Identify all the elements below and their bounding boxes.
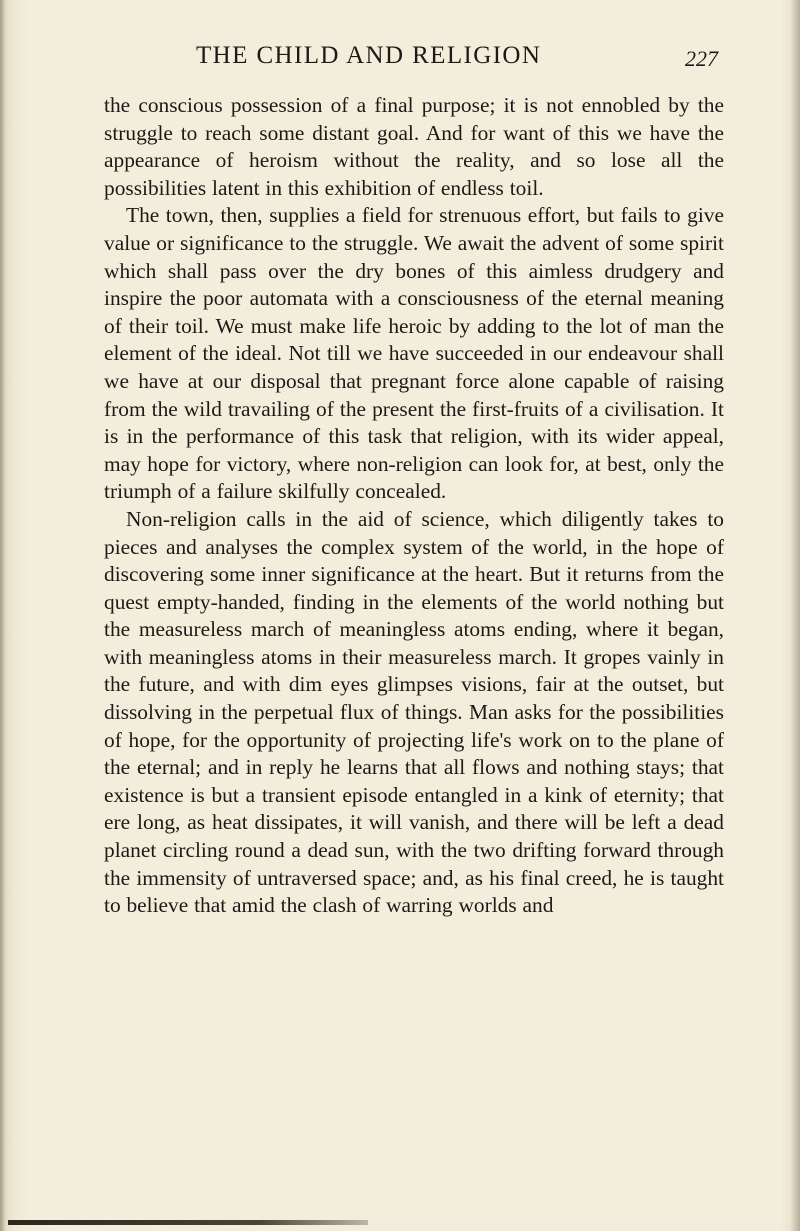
bottom-edge-rule xyxy=(8,1220,368,1225)
gutter-shadow xyxy=(0,0,6,1231)
paragraph-town: The town, then, supplies a field for strenuous effort, but fails to give value or significance to the struggle. We await the advent of some spirit which shall pass over the dry bones of this aimless drudgery and inspire the poor automata with a consciousness of the eternal meaning of their toil. We must make life heroic by adding to the lot of man the element of the ideal. Not till we have succeeded in our endeavour shall we have at our disposal that pregnant force alone capable of raising from the wild travailing of the present the first-fruits of a civilisation. It is in the performance of this task that religion, with its wider appeal, may hope for victory, where non-religion can look for, at best, only the triumph of a failure skilfully concealed. xyxy=(104,203,724,504)
paragraph-non-religion: Non-religion calls in the aid of science, which diligently takes to pieces and analyses the complex system of the world, in the hope of discovering some inner significance at the heart. But it returns from the quest empty-handed, finding in the elements of the world nothing but the measureless march of meaningless atoms ending, where it began, with meaningless atoms in their measureless march. It gropes vainly in the future, and with dim eyes glimpses visions, fair at the outset, but dissolving in the perpetual flux of things. Man asks for the possibilities of hope, for the opportunity of projecting life's work on to the plane of the eternal; and in reply he learns that all flows and nothing stays; that existence is but a transient episode entangled in a kink of eternity; that ere long, as heat dissipates, it will vanish, and there will be left a dead planet circling round a dead sun, with the two drifting forward through the immensity of untraversed space; and, as his final creed, he is taught to believe that amid the clash of warring worlds and xyxy=(104,506,724,918)
body-text xyxy=(104,92,724,920)
paragraph-continued: the conscious possession of a final purpose; it is not ennobled by the struggle to reach some distant goal. And for want of this we have the appearance of heroism without the reality, and so lose all the possibilities latent in this exhibition of endless toil. xyxy=(104,93,724,200)
page-header xyxy=(104,40,724,80)
running-head: THE CHILD AND RELIGION xyxy=(196,42,542,69)
page-edge-shadow xyxy=(790,0,800,1231)
page-number: 227 xyxy=(685,46,718,71)
